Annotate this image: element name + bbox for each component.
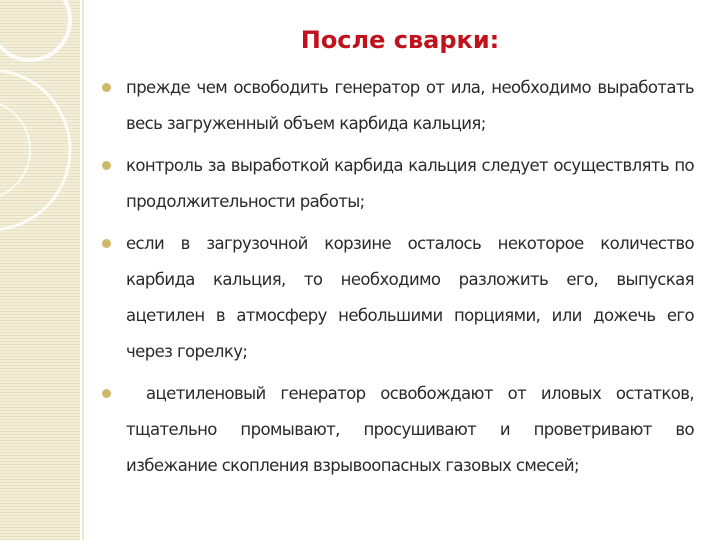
bullet-dot-icon xyxy=(102,239,111,248)
bullet-text: ацетиленовый генератор освобождают от иловых остатков, тщательно промывают, просушивают и проветривают во избежание скопления взрывоопасных газовых смесей; xyxy=(126,384,694,475)
bullet-dot-icon xyxy=(102,161,111,170)
bullet-item xyxy=(102,148,694,220)
bullet-text: прежде чем освободить генератор от ила, необходимо выработать весь загруженный объем карбида кальция; xyxy=(126,78,694,133)
sidebar-divider xyxy=(82,0,84,540)
decorative-circles-icon xyxy=(0,0,80,540)
bullet-list xyxy=(102,70,694,490)
bullet-dot-icon xyxy=(102,389,111,398)
bullet-text: контроль за выработкой карбида кальция следует осуществлять по продолжительности работы; xyxy=(126,156,694,211)
bullet-item xyxy=(102,376,694,484)
bullet-item xyxy=(102,70,694,142)
slide-title: После сварки: xyxy=(300,26,500,54)
bullet-text: если в загрузочной корзине осталось некоторое количество карбида кальция, то необходимо разложить его, выпуская ацетилен в атмосферу небольшими порциями, или дожечь его через горелку; xyxy=(126,234,694,361)
bullet-dot-icon xyxy=(102,83,111,92)
bullet-item xyxy=(102,226,694,370)
decorative-sidebar xyxy=(0,0,80,540)
